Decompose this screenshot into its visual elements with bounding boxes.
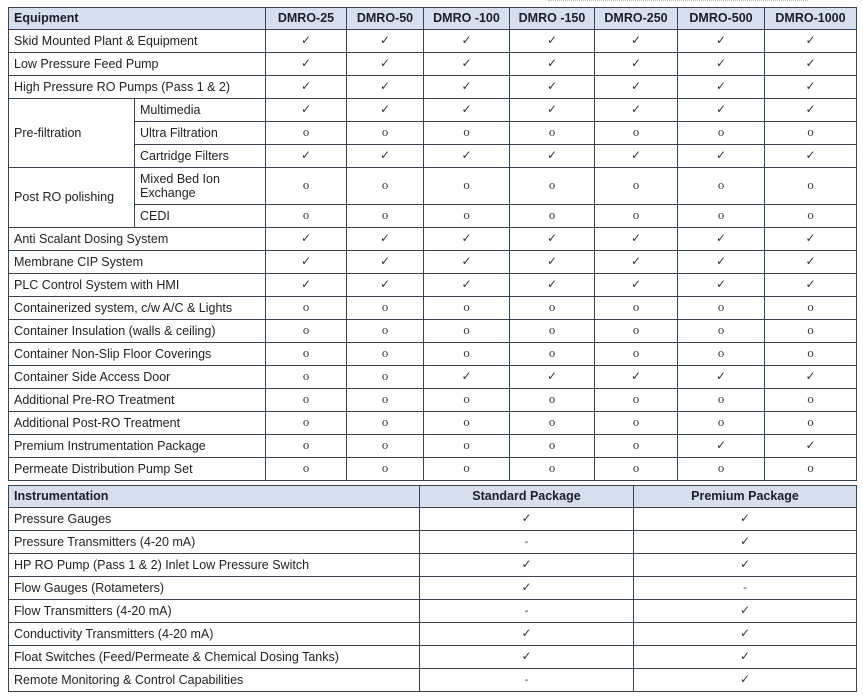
optional-mark: o (678, 205, 765, 228)
check-icon: ✓ (424, 228, 510, 251)
optional-mark: o (678, 320, 765, 343)
divider (548, 0, 808, 3)
optional-mark: o (595, 205, 678, 228)
row-label: Float Switches (Feed/Permeate & Chemical Dosing Tanks) (9, 646, 420, 669)
optional-mark: o (595, 320, 678, 343)
table-row (9, 205, 857, 228)
row-label: Conductivity Transmitters (4-20 mA) (9, 623, 420, 646)
optional-mark: o (765, 122, 857, 145)
table-row (9, 297, 857, 320)
optional-mark: o (266, 412, 347, 435)
optional-mark: o (266, 458, 347, 481)
table-row (9, 435, 857, 458)
optional-mark: o (347, 366, 424, 389)
optional-mark: o (510, 343, 595, 366)
table-row (9, 669, 857, 692)
check-icon: ✓ (347, 228, 424, 251)
row-group-label: Post RO polishing (9, 168, 135, 228)
table-row (9, 389, 857, 412)
check-icon: ✓ (266, 251, 347, 274)
check-icon: ✓ (266, 274, 347, 297)
table-row (9, 646, 857, 669)
optional-mark: o (347, 297, 424, 320)
row-label: Containerized system, c/w A/C & Lights (9, 297, 266, 320)
optional-mark: o (347, 343, 424, 366)
check-icon: ✓ (595, 228, 678, 251)
check-icon: ✓ (595, 99, 678, 122)
optional-mark: o (424, 320, 510, 343)
optional-mark: o (765, 389, 857, 412)
optional-mark: o (510, 435, 595, 458)
table-row (9, 343, 857, 366)
instrumentation-table (8, 485, 857, 692)
table-row (9, 623, 857, 646)
optional-mark: o (266, 320, 347, 343)
check-icon: ✓ (420, 577, 634, 600)
column-header-model: DMRO-500 (678, 8, 765, 30)
table-row (9, 320, 857, 343)
table-row (9, 122, 857, 145)
table-row (9, 412, 857, 435)
optional-mark: o (765, 343, 857, 366)
row-label: Additional Post-RO Treatment (9, 412, 266, 435)
check-icon: ✓ (424, 53, 510, 76)
check-icon: ✓ (765, 274, 857, 297)
check-icon: ✓ (595, 53, 678, 76)
check-icon: ✓ (424, 30, 510, 53)
check-icon: ✓ (510, 53, 595, 76)
optional-mark: o (678, 343, 765, 366)
optional-mark: o (765, 205, 857, 228)
table-header-row (9, 486, 857, 508)
row-label: Ultra Filtration (135, 122, 266, 145)
check-icon: ✓ (266, 53, 347, 76)
table-row (9, 30, 857, 53)
row-label: Multimedia (135, 99, 266, 122)
check-icon: ✓ (765, 99, 857, 122)
optional-mark: o (424, 343, 510, 366)
optional-mark: o (424, 168, 510, 205)
check-icon: ✓ (347, 274, 424, 297)
check-icon: ✓ (634, 531, 857, 554)
optional-mark: o (424, 389, 510, 412)
check-icon: ✓ (347, 30, 424, 53)
check-icon: ✓ (634, 646, 857, 669)
optional-mark: o (510, 320, 595, 343)
check-icon: ✓ (347, 145, 424, 168)
check-icon: ✓ (678, 99, 765, 122)
optional-mark: o (678, 389, 765, 412)
optional-mark: o (595, 297, 678, 320)
check-icon: ✓ (347, 99, 424, 122)
optional-mark: o (510, 458, 595, 481)
row-label: Container Insulation (walls & ceiling) (9, 320, 266, 343)
row-label: Cartridge Filters (135, 145, 266, 168)
check-icon: ✓ (765, 76, 857, 99)
row-label: Skid Mounted Plant & Equipment (9, 30, 266, 53)
optional-mark: o (765, 320, 857, 343)
row-label: HP RO Pump (Pass 1 & 2) Inlet Low Pressure Switch (9, 554, 420, 577)
check-icon: ✓ (678, 366, 765, 389)
check-icon: ✓ (420, 554, 634, 577)
check-icon: ✓ (634, 623, 857, 646)
optional-mark: o (266, 297, 347, 320)
optional-mark: o (510, 122, 595, 145)
check-icon: ✓ (424, 251, 510, 274)
optional-mark: o (510, 412, 595, 435)
table-row (9, 274, 857, 297)
optional-mark: o (678, 458, 765, 481)
check-icon: ✓ (678, 251, 765, 274)
optional-mark: o (678, 168, 765, 205)
check-icon: ✓ (595, 76, 678, 99)
optional-mark: o (678, 412, 765, 435)
optional-mark: o (266, 168, 347, 205)
optional-mark: o (347, 389, 424, 412)
column-header-instrumentation: Instrumentation (9, 486, 420, 508)
check-icon: ✓ (266, 76, 347, 99)
optional-mark: o (266, 205, 347, 228)
table-row (9, 554, 857, 577)
column-header-equipment: Equipment (9, 8, 266, 30)
table-row (9, 366, 857, 389)
check-icon: ✓ (510, 274, 595, 297)
table-row (9, 458, 857, 481)
optional-mark: o (424, 122, 510, 145)
check-icon: ✓ (510, 228, 595, 251)
check-icon: ✓ (765, 366, 857, 389)
check-icon: ✓ (634, 669, 857, 692)
check-icon: ✓ (678, 274, 765, 297)
row-label: Anti Scalant Dosing System (9, 228, 266, 251)
optional-mark: o (765, 458, 857, 481)
optional-mark: o (347, 458, 424, 481)
check-icon: ✓ (678, 228, 765, 251)
check-icon: ✓ (347, 251, 424, 274)
column-header-model: DMRO-50 (347, 8, 424, 30)
check-icon: ✓ (424, 274, 510, 297)
optional-mark: o (595, 389, 678, 412)
check-icon: ✓ (266, 30, 347, 53)
check-icon: ✓ (510, 76, 595, 99)
table-row (9, 531, 857, 554)
not-included-mark: - (420, 600, 634, 623)
row-label: Remote Monitoring & Control Capabilities (9, 669, 420, 692)
row-label: Membrane CIP System (9, 251, 266, 274)
column-header-model: DMRO -100 (424, 8, 510, 30)
table-row (9, 251, 857, 274)
optional-mark: o (347, 122, 424, 145)
row-label: Premium Instrumentation Package (9, 435, 266, 458)
check-icon: ✓ (678, 435, 765, 458)
check-icon: ✓ (266, 99, 347, 122)
row-label: CEDI (135, 205, 266, 228)
check-icon: ✓ (765, 30, 857, 53)
check-icon: ✓ (420, 646, 634, 669)
check-icon: ✓ (510, 30, 595, 53)
optional-mark: o (424, 412, 510, 435)
optional-mark: o (765, 412, 857, 435)
optional-mark: o (510, 297, 595, 320)
table-row (9, 577, 857, 600)
optional-mark: o (347, 412, 424, 435)
optional-mark: o (266, 389, 347, 412)
check-icon: ✓ (765, 251, 857, 274)
optional-mark: o (347, 320, 424, 343)
row-label: PLC Control System with HMI (9, 274, 266, 297)
row-label: Flow Transmitters (4-20 mA) (9, 600, 420, 623)
optional-mark: o (595, 122, 678, 145)
optional-mark: o (595, 435, 678, 458)
table-row (9, 53, 857, 76)
check-icon: ✓ (420, 623, 634, 646)
column-header-model: DMRO-25 (266, 8, 347, 30)
check-icon: ✓ (424, 145, 510, 168)
optional-mark: o (424, 205, 510, 228)
optional-mark: o (266, 366, 347, 389)
optional-mark: o (595, 168, 678, 205)
equipment-table (8, 7, 857, 481)
table-row (9, 145, 857, 168)
check-icon: ✓ (678, 30, 765, 53)
check-icon: ✓ (634, 600, 857, 623)
optional-mark: o (347, 168, 424, 205)
check-icon: ✓ (595, 366, 678, 389)
check-icon: ✓ (595, 145, 678, 168)
row-label: Mixed Bed Ion Exchange (135, 168, 266, 205)
check-icon: ✓ (595, 251, 678, 274)
check-icon: ✓ (595, 30, 678, 53)
optional-mark: o (266, 122, 347, 145)
row-label: High Pressure RO Pumps (Pass 1 & 2) (9, 76, 266, 99)
row-label: Container Non-Slip Floor Coverings (9, 343, 266, 366)
column-header-package: Standard Package (420, 486, 634, 508)
row-label: Container Side Access Door (9, 366, 266, 389)
check-icon: ✓ (424, 76, 510, 99)
optional-mark: o (347, 435, 424, 458)
optional-mark: o (595, 458, 678, 481)
check-icon: ✓ (424, 366, 510, 389)
check-icon: ✓ (424, 99, 510, 122)
check-icon: ✓ (266, 228, 347, 251)
check-icon: ✓ (765, 145, 857, 168)
not-included-mark: - (420, 531, 634, 554)
row-label: Pressure Gauges (9, 508, 420, 531)
check-icon: ✓ (510, 366, 595, 389)
optional-mark: o (266, 435, 347, 458)
table-row (9, 600, 857, 623)
table-row (9, 508, 857, 531)
optional-mark: o (678, 122, 765, 145)
optional-mark: o (510, 389, 595, 412)
check-icon: ✓ (765, 228, 857, 251)
check-icon: ✓ (765, 435, 857, 458)
not-included-mark: - (634, 577, 857, 600)
table-row (9, 76, 857, 99)
column-header-model: DMRO-250 (595, 8, 678, 30)
optional-mark: o (266, 343, 347, 366)
row-group-label: Pre-filtration (9, 99, 135, 168)
row-label: Additional Pre-RO Treatment (9, 389, 266, 412)
optional-mark: o (347, 205, 424, 228)
check-icon: ✓ (347, 76, 424, 99)
check-icon: ✓ (634, 554, 857, 577)
optional-mark: o (510, 205, 595, 228)
column-header-model: DMRO-1000 (765, 8, 857, 30)
optional-mark: o (765, 297, 857, 320)
row-label: Pressure Transmitters (4-20 mA) (9, 531, 420, 554)
optional-mark: o (595, 343, 678, 366)
row-label: Flow Gauges (Rotameters) (9, 577, 420, 600)
table-row (9, 99, 857, 122)
optional-mark: o (424, 435, 510, 458)
check-icon: ✓ (634, 508, 857, 531)
optional-mark: o (595, 412, 678, 435)
table-header-row (9, 8, 857, 30)
table-row (9, 228, 857, 251)
table-row (9, 168, 857, 205)
optional-mark: o (510, 168, 595, 205)
check-icon: ✓ (420, 508, 634, 531)
optional-mark: o (424, 458, 510, 481)
check-icon: ✓ (678, 145, 765, 168)
check-icon: ✓ (765, 53, 857, 76)
optional-mark: o (765, 168, 857, 205)
check-icon: ✓ (510, 251, 595, 274)
column-header-package: Premium Package (634, 486, 857, 508)
optional-mark: o (424, 297, 510, 320)
optional-mark: o (678, 297, 765, 320)
check-icon: ✓ (266, 145, 347, 168)
check-icon: ✓ (510, 99, 595, 122)
column-header-model: DMRO -150 (510, 8, 595, 30)
row-label: Low Pressure Feed Pump (9, 53, 266, 76)
row-label: Permeate Distribution Pump Set (9, 458, 266, 481)
check-icon: ✓ (347, 53, 424, 76)
not-included-mark: - (420, 669, 634, 692)
check-icon: ✓ (510, 145, 595, 168)
check-icon: ✓ (595, 274, 678, 297)
check-icon: ✓ (678, 53, 765, 76)
check-icon: ✓ (678, 76, 765, 99)
